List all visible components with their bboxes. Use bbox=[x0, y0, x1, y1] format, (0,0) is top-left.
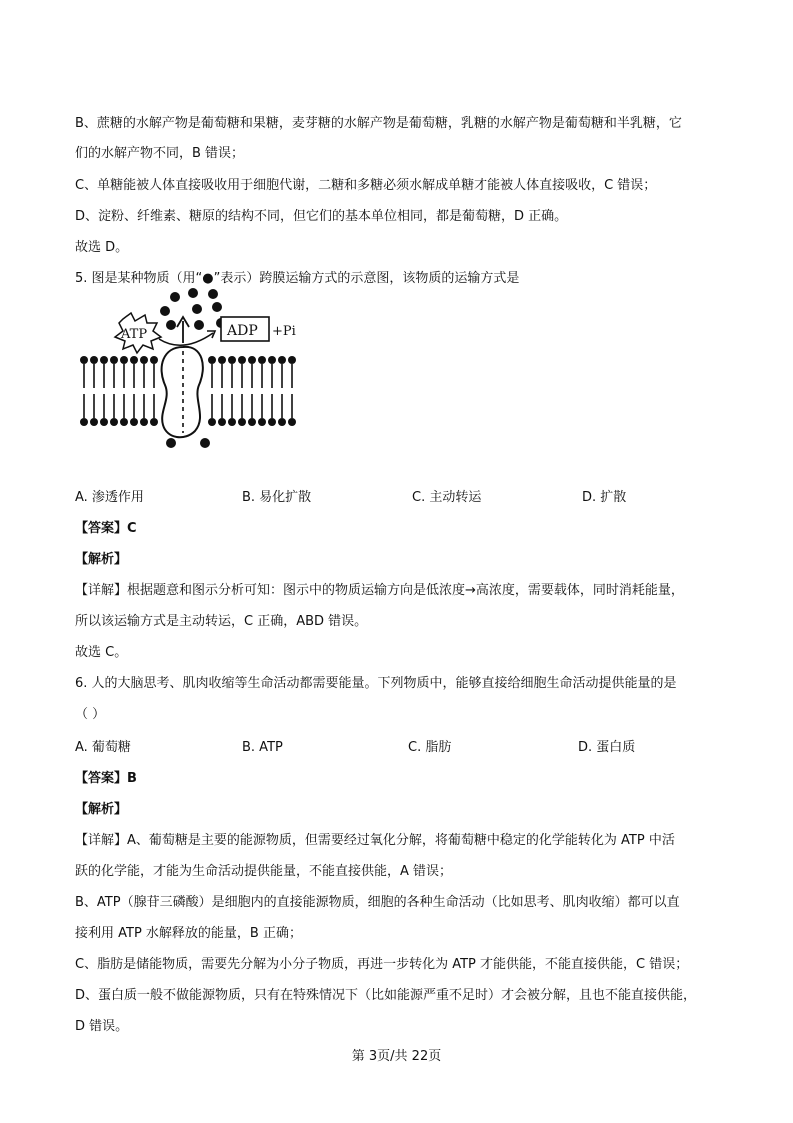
q4-option-b-line1: B、蔗糖的水解产物是葡萄糖和果糖，麦芽糖的水解产物是葡萄糖，乳糖的水解产物是葡萄糖和半乳糖，它 bbox=[75, 116, 682, 131]
q6-stem-line1: 6. 人的大脑思考、肌肉收缩等生命活动都需要能量。下列物质中，能够直接给细胞生命活动提供能量的是 bbox=[75, 676, 677, 691]
q6-answer: 【答案】B bbox=[75, 771, 137, 786]
q6-analysis-title: 【解析】 bbox=[75, 802, 128, 817]
q5-choose: 故选 C。 bbox=[75, 645, 128, 660]
reaction-arrow bbox=[159, 333, 213, 345]
pi-label: +Pi bbox=[272, 324, 296, 339]
q5-detail-line1: 【详解】根据题意和图示分析可知：图示中的物质运输方向是低浓度→高浓度，需要载体，同时消耗能量， bbox=[75, 583, 684, 598]
q5-analysis-title: 【解析】 bbox=[75, 552, 128, 567]
q4-option-c: C、单糖能被人体直接吸收用于细胞代谢，二糖和多糖必须水解成单糖才能被人体直接吸收，C 错误； bbox=[75, 178, 657, 193]
q4-option-b-line2: 们的水解产物不同，B 错误； bbox=[75, 146, 245, 161]
q6-detail-c: C、脂肪是储能物质，需要先分解为小分子物质，再进一步转化为 ATP 才能供能，不能直接供能，C 错误； bbox=[75, 957, 689, 972]
q4-option-d: D、淀粉、纤维素、糖原的结构不同，但它们的基本单位相同，都是葡萄糖，D 正确。 bbox=[75, 209, 568, 224]
q5-option-d: D. 扩散 bbox=[582, 490, 627, 505]
q6-detail-b-line2: 接利用 ATP 水解释放的能量，B 正确； bbox=[75, 926, 302, 941]
q5-stem: 5. 图是某种物质（用“●”表示）跨膜运输方式的示意图，该物质的运输方式是 bbox=[75, 271, 520, 286]
q6-detail-a-line1: 【详解】A、葡萄糖是主要的能源物质，但需要经过氧化分解，将葡萄糖中稳定的化学能转化为 ATP 中活 bbox=[75, 833, 675, 848]
q6-option-d: D. 蛋白质 bbox=[578, 740, 636, 755]
q6-option-a: A. 葡萄糖 bbox=[75, 740, 131, 755]
q6-detail-b-line1: B、ATP（腺苷三磷酸）是细胞内的直接能源物质，细胞的各种生命活动（比如思考、肌肉收缩）都可以直 bbox=[75, 895, 680, 910]
atp-label: ATP bbox=[121, 327, 148, 342]
q4-choose: 故选 D。 bbox=[75, 240, 129, 255]
q5-option-b: B. 易化扩散 bbox=[242, 490, 312, 505]
q6-stem-line2: （ ） bbox=[75, 707, 106, 722]
q5-answer: 【答案】C bbox=[75, 521, 137, 536]
membrane-transport-diagram bbox=[75, 285, 305, 455]
q6-detail-d-line1: D、蛋白质一般不做能源物质，只有在特殊情况下（比如能源严重不足时）才会被分解，且也不能直接供能， bbox=[75, 988, 697, 1003]
molecules-outside bbox=[160, 288, 226, 330]
adp-label: ADP bbox=[227, 323, 258, 339]
q6-detail-d-line2: D 错误。 bbox=[75, 1019, 129, 1034]
q5-detail-line2: 所以该运输方式是主动转运，C 正确，ABD 错误。 bbox=[75, 614, 368, 629]
q6-option-b: B. ATP bbox=[242, 740, 283, 755]
page-footer: 第 3页/共 22页 bbox=[351, 1049, 442, 1064]
molecules-inside bbox=[166, 438, 210, 448]
q6-detail-a-line2: 跃的化学能，才能为生命活动提供能量，不能直接供能，A 错误； bbox=[75, 864, 453, 879]
q6-option-c: C. 脂肪 bbox=[408, 740, 452, 755]
q5-option-a: A. 渗透作用 bbox=[75, 490, 144, 505]
q5-option-c: C. 主动转运 bbox=[412, 490, 482, 505]
